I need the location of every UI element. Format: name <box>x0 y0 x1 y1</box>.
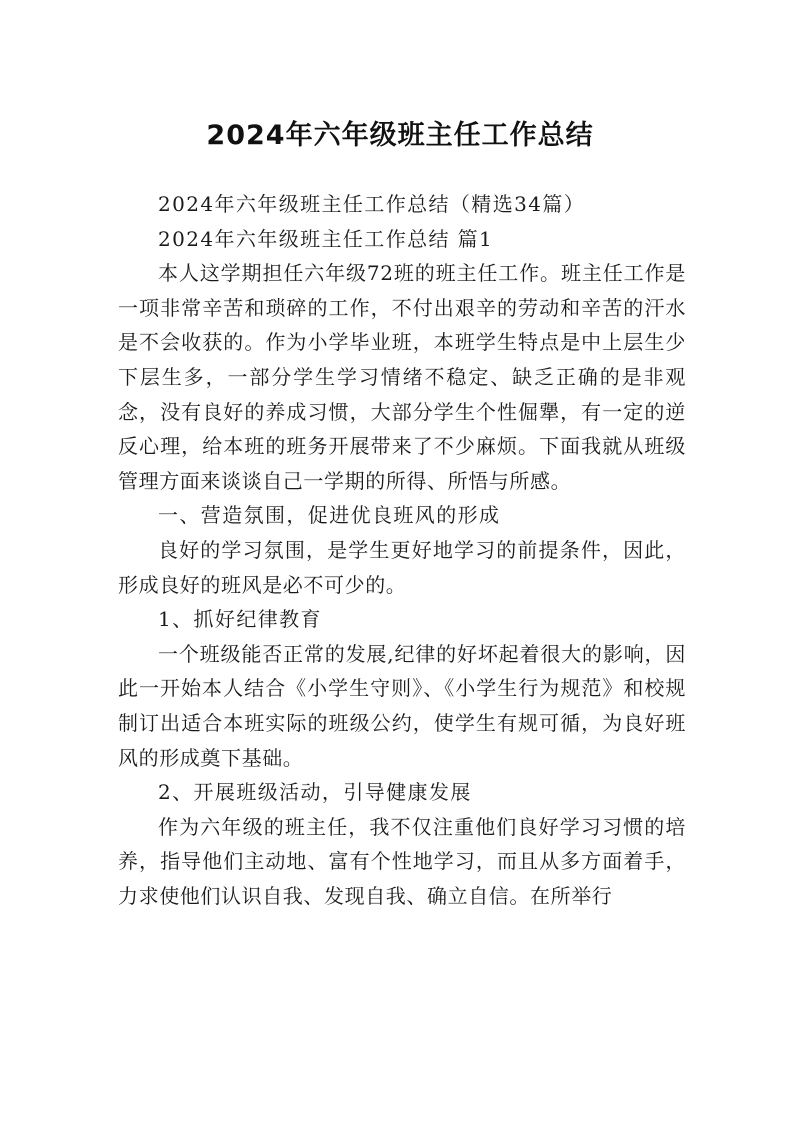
subsection-heading: 1、抓好纪律教育 <box>158 607 322 632</box>
document-body <box>118 187 686 913</box>
body-paragraph: 一个班级能否正常的发展,纪律的好坏起着很大的影响，因此一开始本人结合《小学生守则》、《小学生行为规范》和校规制订出适合本班实际的班级公约，使学生有规可循，为良好班风的形成奠下基础。 <box>118 641 686 770</box>
document-title: 2024年六年级班主任工作总结 <box>206 120 594 152</box>
body-paragraph: 作为六年级的班主任，我不仅注重他们良好学习习惯的培养，指导他们主动地、富有个性地学习，而且从多方面着手，力求使他们认识自我、发现自我、确立自信。在所举行 <box>118 814 686 908</box>
subtitle-paragraph: 2024年六年级班主任工作总结（精选34篇） <box>158 192 586 216</box>
section-heading: 一、营造氛围，促进优良班风的形成 <box>158 503 501 528</box>
section-heading: 2024年六年级班主任工作总结 篇1 <box>158 226 494 251</box>
body-paragraph: 良好的学习氛围，是学生更好地学习的前提条件，因此，形成良好的班风是必不可少的。 <box>118 537 686 597</box>
subsection-heading: 2、开展班级活动，引导健康发展 <box>158 780 472 805</box>
body-paragraph: 本人这学期担任六年级72班的班主任工作。班主任工作是一项非常辛苦和琐碎的工作，不付出艰辛的劳动和辛苦的汗水是不会收获的。作为小学毕业班，本班学生特点是中上层生少下层生多，一部分学生学习情绪不稳定、缺乏正确的是非观念，没有良好的养成习惯，大部分学生个性倔犟，有一定的逆反心理，给本班的班务开展带来了不少麻烦。下面我就从班级管理方面来谈谈自己一学期的所得、所悟与所感。 <box>118 261 686 493</box>
